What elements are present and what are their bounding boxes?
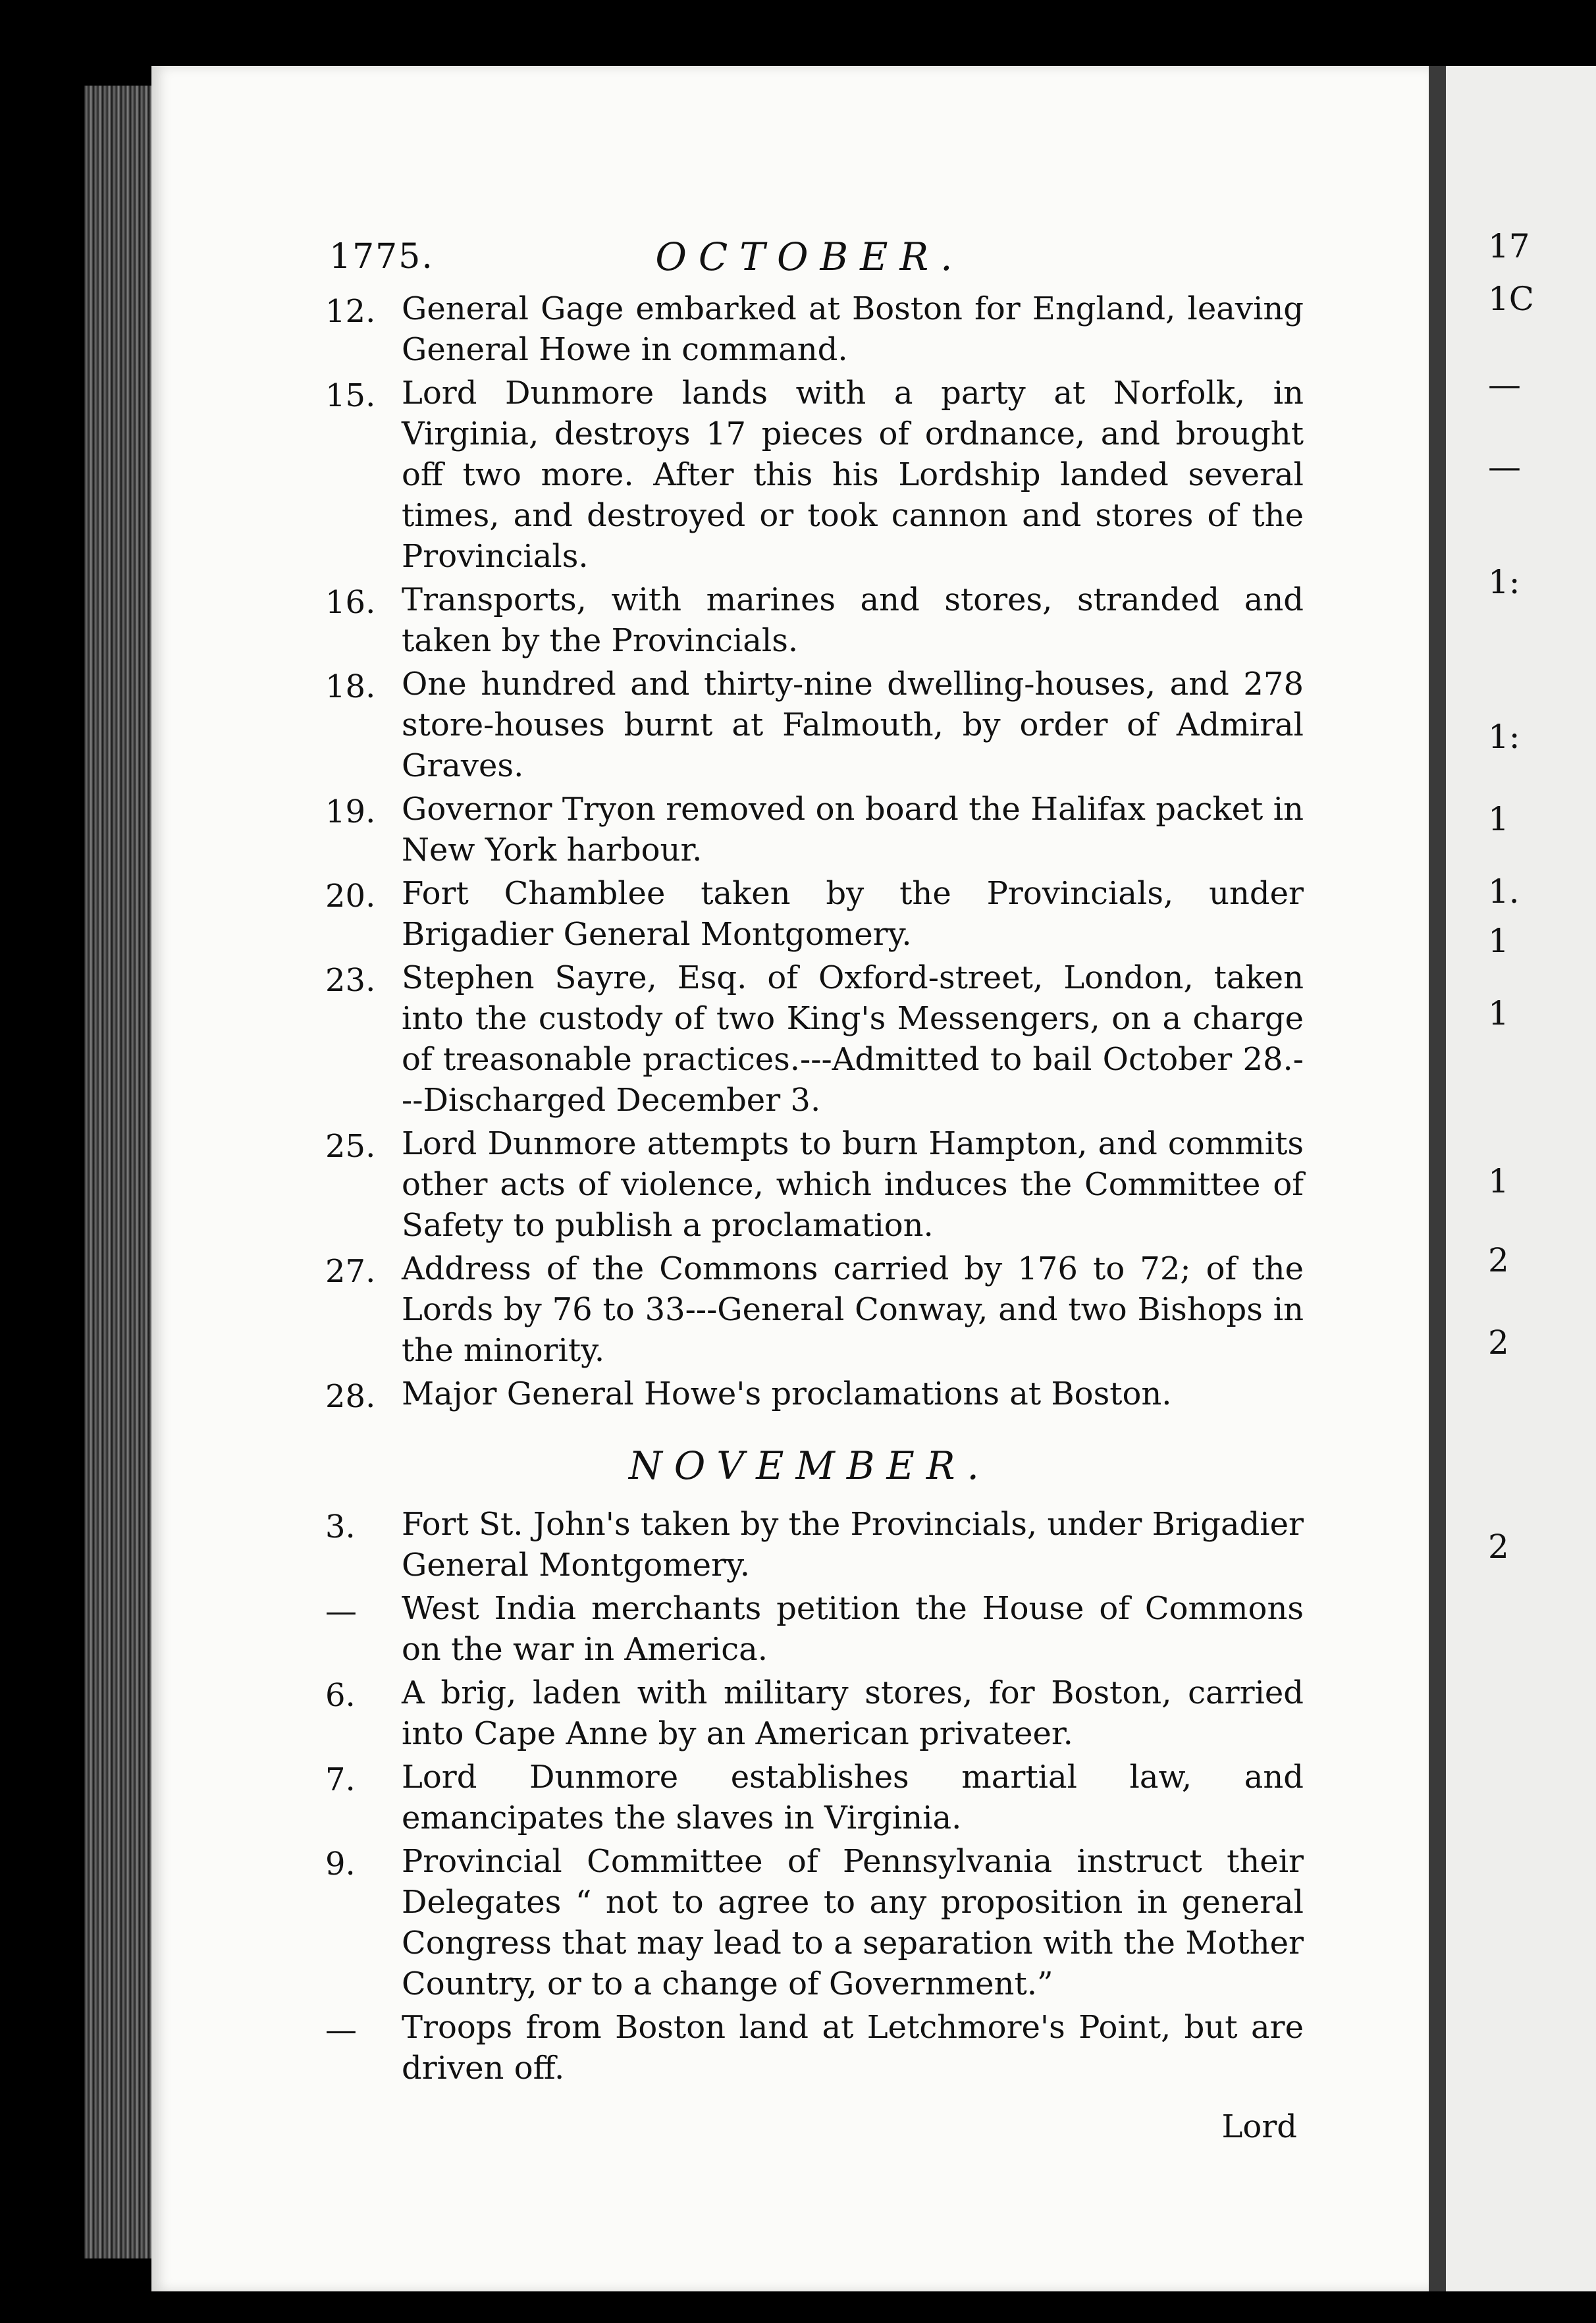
entry-text: Governor Tryon removed on board the Halifax packet in New York harbour. bbox=[402, 791, 1304, 868]
october-entries bbox=[316, 288, 1304, 1414]
facing-page-mark: 17 bbox=[1488, 227, 1530, 265]
entry-day: 12. bbox=[325, 293, 376, 330]
entry-day: 23. bbox=[325, 962, 376, 999]
facing-page-mark: 1 bbox=[1488, 1162, 1509, 1200]
entry-text: A brig, laden with military stores, for Boston, carried into Cape Anne by an American privateer. bbox=[402, 1674, 1304, 1752]
entry-day: — bbox=[325, 2012, 357, 2048]
entry-text: Lord Dunmore lands with a party at Norfolk, in Virginia, destroys 17 pieces of ordnance, and brought off two more. After this his Lordship landed several times, and destroyed or took cannon and stores of the Provincials. bbox=[402, 375, 1304, 575]
entry-text: Lord Dunmore attempts to burn Hampton, and commits other acts of violence, which induces the Committee of Safety to publish a proclamation. bbox=[402, 1125, 1304, 1244]
catchword: Lord bbox=[1221, 2108, 1297, 2145]
chronology-entry bbox=[316, 873, 1304, 955]
facing-page-mark: 2 bbox=[1488, 1323, 1509, 1362]
facing-page-mark: 1. bbox=[1488, 872, 1520, 911]
facing-page-mark: 1: bbox=[1488, 718, 1520, 756]
facing-page-mark: 1 bbox=[1488, 922, 1509, 960]
entry-day: 19. bbox=[325, 793, 376, 830]
entry-text: One hundred and thirty-nine dwelling-houses, and 278 store-houses burnt at Falmouth, by order of Admiral Graves. bbox=[402, 666, 1304, 784]
chronology-entry bbox=[316, 1374, 1304, 1414]
chronology-entry bbox=[316, 1123, 1304, 1246]
month-heading-november: NOVEMBER. bbox=[629, 1443, 991, 1488]
page-year: 1775. bbox=[329, 237, 434, 277]
november-entries bbox=[316, 1504, 1304, 2089]
facing-page-mark: — bbox=[1488, 365, 1521, 404]
entry-text: Major General Howe's proclamations at Boston. bbox=[402, 1375, 1172, 1412]
entry-day: 15. bbox=[325, 377, 376, 414]
entry-day: 9. bbox=[325, 1846, 356, 1882]
entry-day: 16. bbox=[325, 584, 376, 621]
chronology-entry bbox=[316, 579, 1304, 661]
facing-page-mark: 1C bbox=[1488, 280, 1535, 318]
entry-text: Lord Dunmore establishes martial law, and emancipates the slaves in Virginia. bbox=[402, 1759, 1304, 1836]
chronology-entry bbox=[316, 1672, 1304, 1754]
entry-text: Stephen Sayre, Esq. of Oxford-street, London, taken into the custody of two King's Messengers, on a charge of treasonable practices.---Admitted to bail October 28.---Discharged December 3. bbox=[402, 959, 1304, 1119]
binding-gutter bbox=[84, 86, 157, 2258]
entry-day: — bbox=[325, 1593, 357, 1630]
entry-text: Provincial Committee of Pennsylvania instruct their Delegates “ not to agree to any proposition in general Congress that may lead to a separation with the Mother Country, or to a change of Government.” bbox=[402, 1843, 1304, 2002]
chronology-entry bbox=[316, 373, 1304, 577]
facing-page-mark: 1: bbox=[1488, 563, 1520, 601]
chronology-entry bbox=[316, 288, 1304, 370]
entry-text: West India merchants petition the House of Commons on the war in America. bbox=[402, 1590, 1304, 1668]
facing-page-mark: 1 bbox=[1488, 994, 1509, 1032]
entry-day: 28. bbox=[325, 1378, 376, 1415]
entry-text: Fort Chamblee taken by the Provincials, under Brigadier General Montgomery. bbox=[402, 875, 1304, 953]
chronology-entry bbox=[316, 1588, 1304, 1670]
chronology-entry bbox=[316, 1757, 1304, 1838]
facing-page-mark: 1 bbox=[1488, 800, 1509, 838]
chronology-entry bbox=[316, 2007, 1304, 2089]
entry-day: 27. bbox=[325, 1253, 376, 1290]
entry-text: Transports, with marines and stores, stranded and taken by the Provincials. bbox=[402, 581, 1304, 659]
entry-day: 20. bbox=[325, 878, 376, 915]
chronology-entry bbox=[316, 664, 1304, 786]
chronology-entry bbox=[316, 1841, 1304, 2004]
entry-text: General Gage embarked at Boston for England, leaving General Howe in command. bbox=[402, 290, 1304, 368]
facing-page-mark: 2 bbox=[1488, 1528, 1509, 1566]
entry-day: 25. bbox=[325, 1128, 376, 1165]
entry-day: 3. bbox=[325, 1509, 356, 1545]
page-content bbox=[316, 230, 1304, 2145]
chronology-entry bbox=[316, 1248, 1304, 1371]
entry-day: 6. bbox=[325, 1677, 356, 1714]
facing-page-mark: 2 bbox=[1488, 1241, 1509, 1279]
entry-day: 18. bbox=[325, 668, 376, 705]
month-heading-october: OCTOBER. bbox=[655, 234, 965, 279]
chronology-entry bbox=[316, 957, 1304, 1121]
chronology-entry bbox=[316, 789, 1304, 870]
entry-text: Address of the Commons carried by 176 to 72; of the Lords by 76 to 33---General Conway, and two Bishops in the minority. bbox=[402, 1250, 1304, 1369]
facing-page-mark: — bbox=[1488, 448, 1521, 486]
chronology-entry bbox=[316, 1504, 1304, 1586]
entry-text: Fort St. John's taken by the Provincials, under Brigadier General Montgomery. bbox=[402, 1506, 1304, 1584]
entry-day: 7. bbox=[325, 1761, 356, 1798]
entry-text: Troops from Boston land at Letchmore's Point, but are driven off. bbox=[402, 2009, 1304, 2087]
page-header bbox=[316, 230, 1304, 288]
